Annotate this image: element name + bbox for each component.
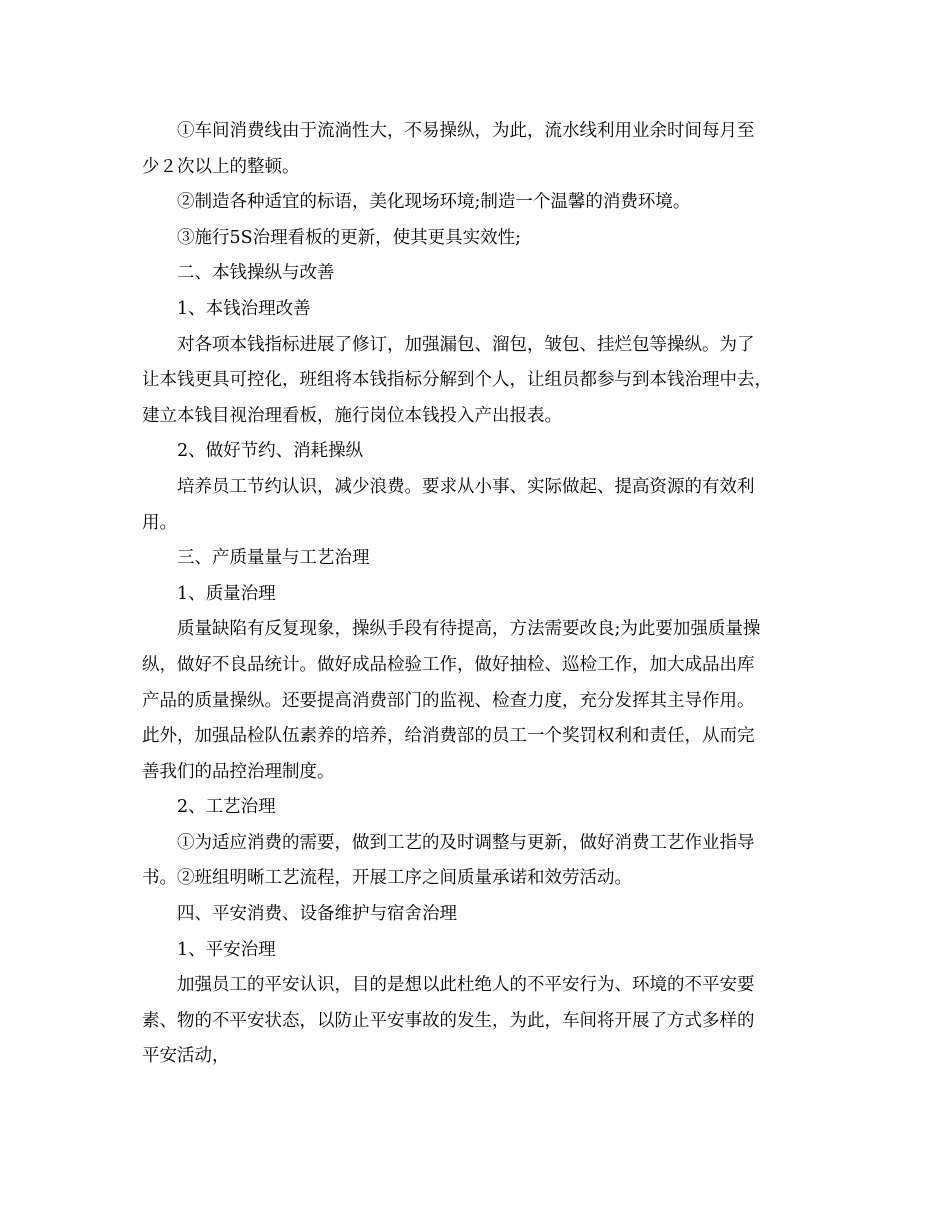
text-line: ②制造各种适宜的标语，美化现场环境;制造一个温馨的消费环境。 [177,192,691,213]
text-line: ①为适应消费的需要，做到工艺的及时调整与更新，做好消费工艺作业指导 [177,832,755,853]
paragraph [142,577,810,613]
text-line: 此外，加强品检队伍素养的培养，给消费部的员工一个奖罚权利和责任，从而完 [142,726,755,747]
text-line: 少２次以上的整顿。 [142,156,300,177]
text-line: 2、做好节约、消耗操纵 [177,441,364,462]
paragraph [142,114,810,185]
paragraph [142,328,810,435]
text-line: 建立本钱目视治理看板，施行岗位本钱投入产出报表。 [142,405,562,426]
paragraph [142,221,810,257]
text-line: ①车间消费线由于流淌性大，不易操纵，为此，流水线利用业余时间每月至 [177,121,755,141]
text-line: 善我们的品控治理制度。 [142,761,335,782]
text-line: 平安活动， [142,1046,230,1067]
text-line: 1、平安治理 [177,939,276,960]
text-line: ③施行5S治理看板的更新，使其更具实效性; [177,227,522,248]
text-line: 书。②班组明晰工艺流程，开展工序之间质量承诺和效劳活动。 [142,868,632,889]
paragraph [142,897,810,933]
text-line: 二、本钱操纵与改善 [177,263,335,284]
document-body [142,114,810,1075]
text-line: 对各项本钱指标进展了修订，加强漏包、溜包，皱包、挂烂包等操纵。为了 [177,334,755,355]
paragraph [142,826,810,897]
text-line: 质量缺陷有反复现象，操纵手段有待提高，方法需要改良;为此要加强质量操 [177,619,761,640]
text-line: 1、质量治理 [177,583,276,604]
text-line: 2、工艺治理 [177,797,276,818]
text-line: 让本钱更具可控化，班组将本钱指标分解到个人，让组员都参与到本钱治理中去， [142,370,772,391]
text-line: 加强员工的平安认识，目的是想以此杜绝人的不平安行为、环境的不平安要 [177,975,755,996]
paragraph [142,256,810,292]
paragraph [142,612,810,790]
text-line: 1、本钱治理改善 [177,298,311,319]
text-line: 产品的质量操纵。还要提高消费部门的监视、检查力度，充分发挥其主导作用。 [142,690,755,711]
text-line: 三、产质量量与工艺治理 [177,548,370,569]
paragraph [142,292,810,328]
text-line: 四、平安消费、设备维护与宿舍治理 [177,904,457,925]
paragraph [142,434,810,470]
text-line: 纵，做好不良品统计。做好成品检验工作，做好抽检、巡检工作，加大成品出库 [142,654,755,675]
paragraph [142,541,810,577]
text-line: 用。 [142,512,177,533]
paragraph [142,790,810,826]
paragraph [142,470,810,541]
paragraph [142,968,810,1075]
text-line: 培养员工节约认识，减少浪费。要求从小事、实际做起、提高资源的有效利 [177,476,755,497]
text-line: 素、物的不平安状态，以防止平安事故的发生，为此，车间将开展了方式多样的 [142,1010,755,1031]
paragraph [142,933,810,969]
paragraph [142,185,810,221]
